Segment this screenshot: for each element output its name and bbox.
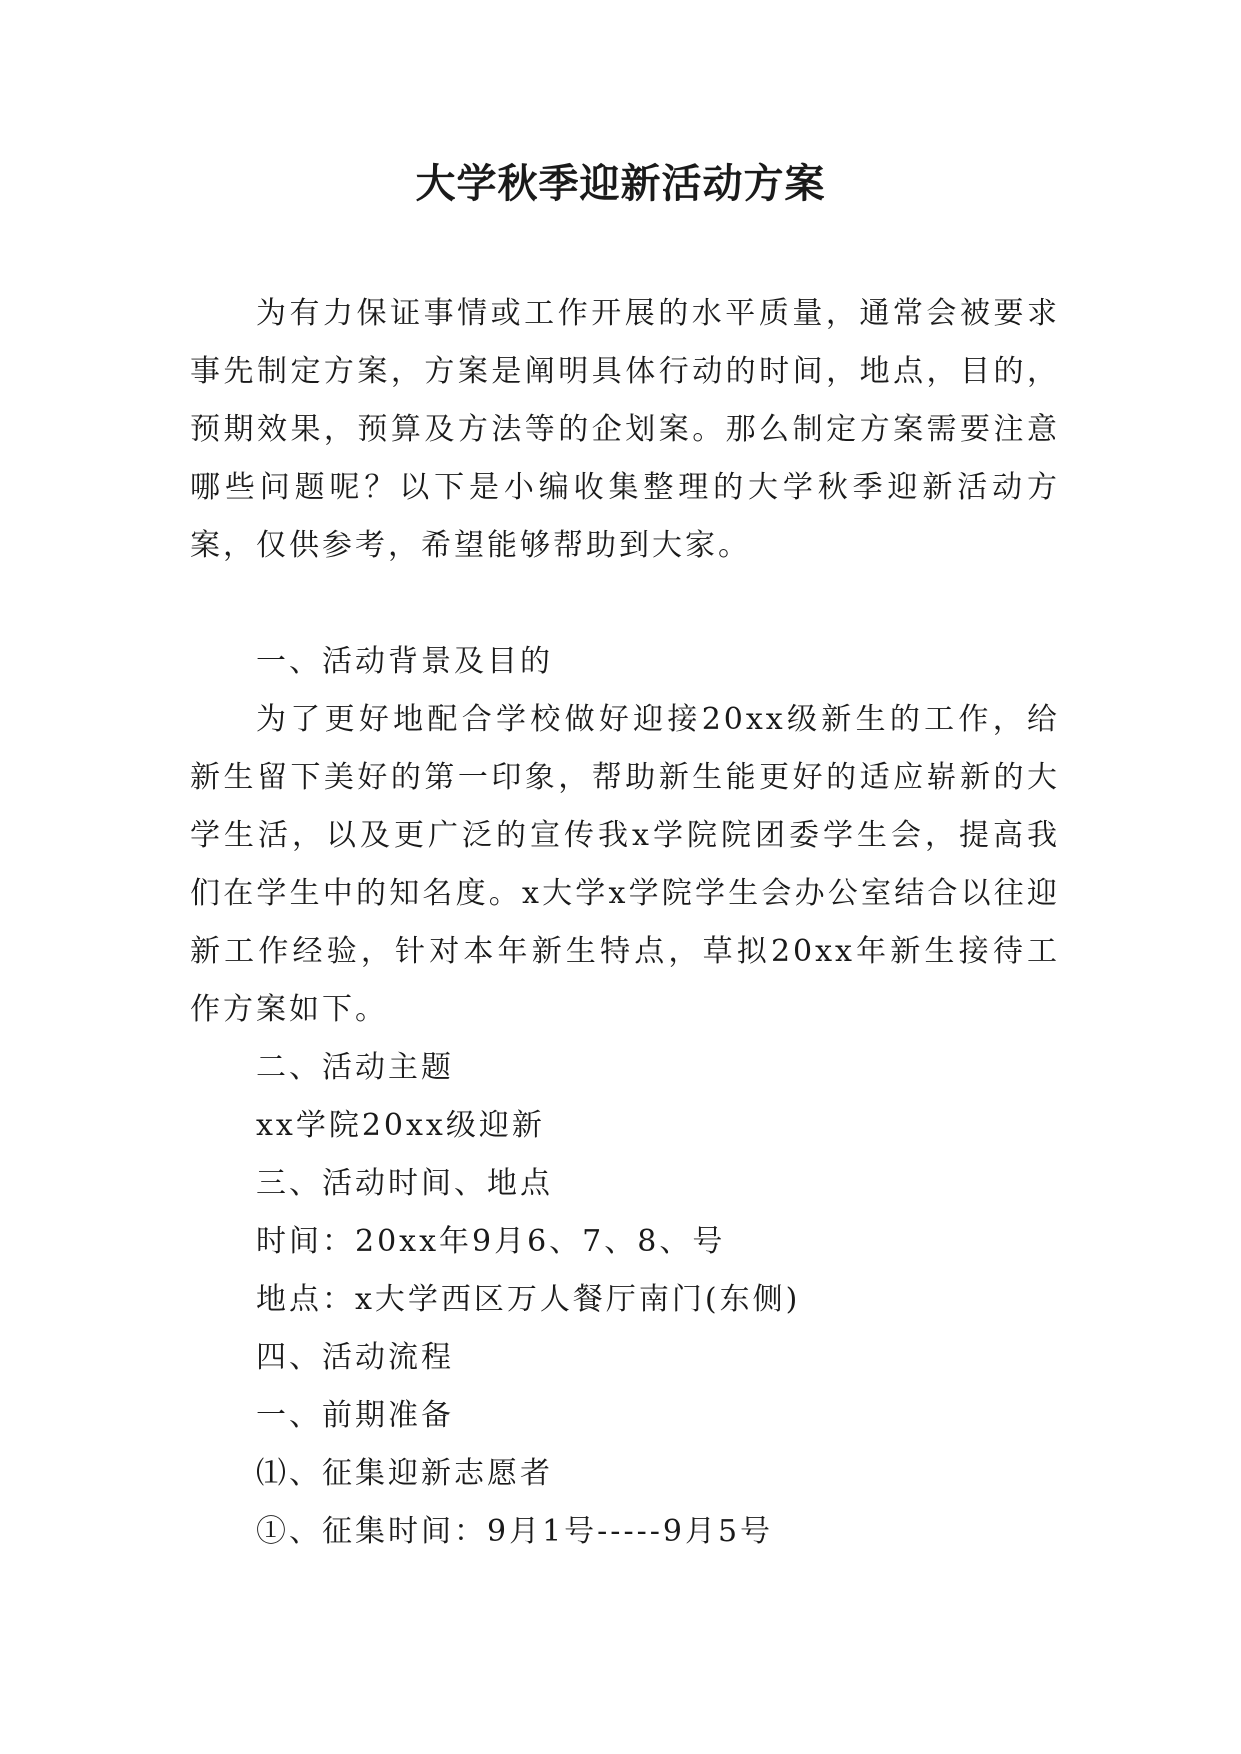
document-body [190, 285, 1060, 1561]
section2-text: xx学院20xx级迎新 [256, 1108, 545, 1143]
document-title: 大学秋季迎新活动方案 [415, 160, 826, 207]
place-line: 地点：x大学西区万人餐厅南门(东侧) [256, 1282, 801, 1317]
section2-heading: 二、活动主题 [256, 1050, 454, 1085]
paragraph-spacer [190, 575, 1060, 633]
sub1-item1-time: ①、征集时间：9月1号-----9月5号 [256, 1514, 774, 1549]
time-line: 时间：20xx年9月6、7、8、号 [256, 1224, 726, 1259]
section4-heading: 四、活动流程 [256, 1340, 454, 1375]
section1-paragraph: 为了更好地配合学校做好迎接20xx级新生的工作，给新生留下美好的第一印象，帮助新生能更好的适应崭新的大学生活，以及更广泛的宣传我x学院院团委学生会，提高我们在学生中的知名度。x大学x学院学生会办公室结合以往迎新工作经验，针对本年新生特点，草拟20xx年新生接待工作方案如下。 [190, 702, 1060, 1027]
sub1-item1: ⑴、征集迎新志愿者 [256, 1456, 553, 1491]
intro-paragraph: 为有力保证事情或工作开展的水平质量，通常会被要求事先制定方案，方案是阐明具体行动的时间，地点，目的，预期效果，预算及方法等的企划案。那么制定方案需要注意哪些问题呢？以下是小编收集整理的大学秋季迎新活动方案，仅供参考，希望能够帮助到大家。 [190, 296, 1060, 563]
section1-heading: 一、活动背景及目的 [256, 644, 553, 679]
sub1-heading: 一、前期准备 [256, 1398, 454, 1433]
section3-heading: 三、活动时间、地点 [256, 1166, 553, 1201]
